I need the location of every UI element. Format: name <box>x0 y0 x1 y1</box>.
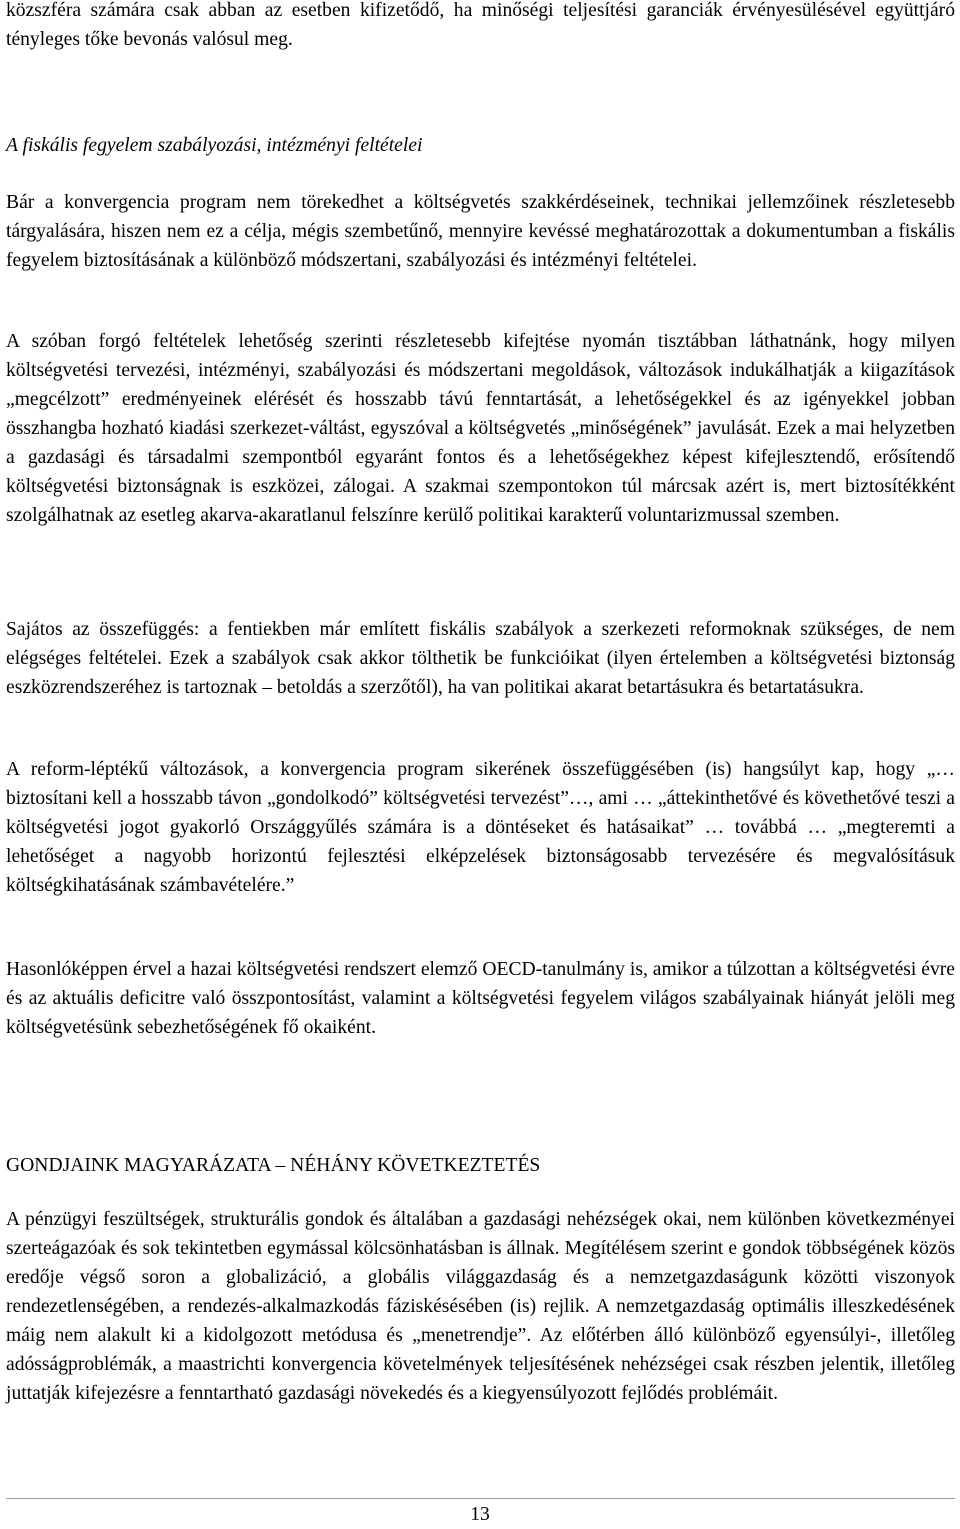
footer-divider <box>6 1498 955 1499</box>
body-paragraph: Sajátos az összefüggés: a fentiekben már említett fiskális szabályok a szerkezeti reformoknak szükséges, de nem elégséges feltételei. Ezek a szabályok csak akkor tölthetik be funkcióikat (ilyen értelemben a költségvetési biztonság eszközrendszeréhez is tartoznak – betoldás a szerzőtől), ha van politikai akarat betartásukra és betartatásukra. <box>6 619 955 698</box>
body-paragraph: A reform-léptékű változások, a konvergencia program sikerének összefüggésében (is) hangsúlyt kap, hogy „…biztosítani kell a hosszabb távon „gondolkodó” költségvetési tervezést”…, ami … „áttekinthetővé és követhetővé teszi a költségvetési jogot gyakorló Országgyűlés számára is a döntéseket és hatásaikat” … továbbá … „megteremti a lehetőséget a nagyobb horizontú fejlesztési elképzelések biztonságosabb tervezésére és megvalósításuk költségkihatásának számbavételére.” <box>6 759 955 896</box>
intro-paragraph: közszféra számára csak abban az esetben kifizetődő, ha minőségi teljesítési garanciák érvényesülésével együttjáró tényleges tőke bevonás valósul meg. <box>6 0 955 50</box>
body-paragraph: Bár a konvergencia program nem törekedhet a költségvetés szakkérdéseinek, technikai jellemzőinek részletesebb tárgyalására, hiszen nem ez a célja, mégis szembetűnő, mennyire kevéssé meghatározottak a dokumentumban a fiskális fegyelem biztosításának a különböző módszertani, szabályozási és intézményi feltételei. <box>6 192 955 271</box>
body-paragraph: A szóban forgó feltételek lehetőség szerinti részletesebb kifejtése nyomán tisztábban láthatnánk, hogy milyen költségvetési tervezési, intézményi, szabályozási és módszertani megoldások, változások indukálhatják a kiigazítások „megcélzott” eredményeinek elérését és hosszabb távú fenntartását, a lehetőségekkel és az igényekkel jobban összhangba hozható kiadási szerkezet-váltást, egyszóval a költségvetés „minőségének” javulását. Ezek a mai helyzetben a gazdasági és társadalmi szempontból egyaránt fontos és a lehetőségekhez képest kifejlesztendő, erősítendő költségvetési biztonságnak is eszközei, zálogai. A szakmai szempontokon túl márcsak azért is, mert biztosítékként szolgálhatnak az esetleg akarva-akaratlanul felszínre kerülő politikai karakterű voluntarizmussal szemben. <box>6 331 955 526</box>
page-number: 13 <box>470 1504 490 1525</box>
final-paragraph: A pénzügyi feszültségek, strukturális gondok és általában a gazdasági nehézségek okai, nem különben következményei szerteágazóak és sok tekintetben egymással kölcsönhatásban is állnak. Megítélésem szerint e gondok többségének közös eredője végső soron a globalizáció, a globális világgazdaság és a nemzetgazdaságunk közötti viszonyok rendezetlenségében, a rendezés-alkalmazkodás fáziskésésében (is) rejlik. A nemzetgazdaság optimális illeszkedésének máig nem alakult ki a kidolgozott metódusa és „menetrendje”. Az előtérben álló különböző egyensúlyi-, illetőleg adósságproblémák, a maastrichti konvergencia követelmények teljesítésének nehézségei csak részben jelentik, illetőleg juttatják kifejezésre a fenntartható gazdasági növekedés és a kiegyensúlyozott fejlődés problémáit. <box>6 1209 955 1404</box>
main-section-heading: GONDJAINK MAGYARÁZATA – NÉHÁNY KÖVETKEZTETÉS <box>6 1155 541 1176</box>
body-paragraph: Hasonlóképpen érvel a hazai költségvetési rendszert elemző OECD-tanulmány is, amikor a túlzottan a költségvetési évre és az aktuális deficitre való összpontosítást, valamint a költségvetési fegyelem világos szabályainak hiányát jelöli meg költségvetésünk sebezhetőségének fő okaiként. <box>6 959 955 1038</box>
section-heading-fiscal-discipline: A fiskális fegyelem szabályozási, intézményi feltételei <box>6 135 423 156</box>
